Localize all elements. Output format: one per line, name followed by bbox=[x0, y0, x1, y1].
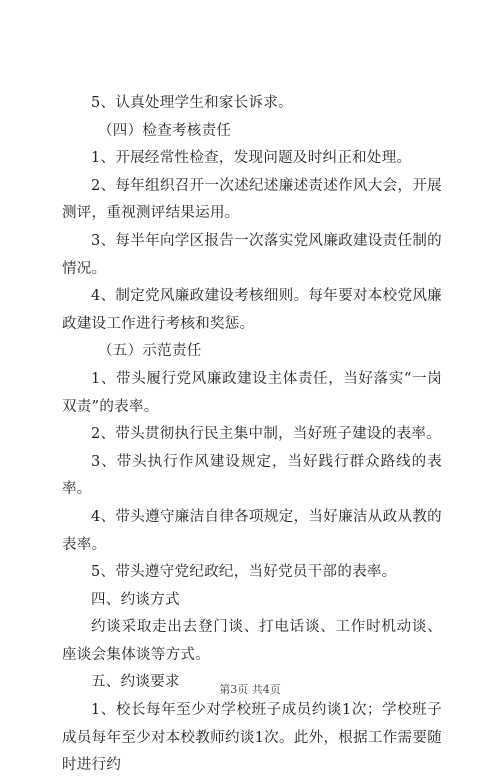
paragraph: 3、带头执行作风建设规定，当好践行群众路线的表率。 bbox=[62, 453, 442, 498]
paragraph: 1、带头履行党风廉政建设主体责任，当好落实“一岗双责”的表率。 bbox=[62, 370, 442, 415]
page-footer: 第3页 共4页 bbox=[219, 683, 281, 696]
paragraph: 2、每年组织召开一次述纪述廉述责述作风大会，开展测评，重视测评结果运用。 bbox=[62, 177, 442, 222]
paragraph: 1、开展经常性检查，发现问题及时纠正和处理。 bbox=[91, 150, 412, 167]
section-heading: （五）示范责任 bbox=[98, 343, 202, 360]
paragraph: 1、校长每年至少对学校班子成员约谈1次；学校班子成员每年至少对本校教师约谈1次。此外，根据工作需要随时进行约 bbox=[62, 702, 442, 774]
paragraph: 3、每半年向学区报告一次落实党风廉政建设责任制的情况。 bbox=[62, 232, 442, 277]
paragraph: 5、带头遵守党纪政纪，当好党员干部的表率。 bbox=[91, 564, 397, 581]
paragraph: 5、认真处理学生和家长诉求。 bbox=[91, 95, 293, 111]
section-heading: 四、约谈方式 bbox=[91, 591, 180, 608]
document-body bbox=[62, 90, 442, 780]
section-heading: 五、约谈要求 bbox=[91, 674, 180, 691]
paragraph: 4、制定党风廉政建设考核细则。每年要对本校党风廉政建设工作进行考核和奖惩。 bbox=[62, 288, 442, 332]
paragraph: 4、带头遵守廉洁自律各项规定，当好廉洁从政从教的表率。 bbox=[62, 508, 442, 553]
paragraph: 约谈采取走出去登门谈、打电话谈、工作时机动谈、座谈会集体谈等方式。 bbox=[62, 619, 442, 663]
paragraph: 2、带头贯彻执行民主集中制，当好班子建设的表率。 bbox=[91, 426, 441, 443]
section-heading: （四）检查考核责任 bbox=[98, 122, 232, 139]
